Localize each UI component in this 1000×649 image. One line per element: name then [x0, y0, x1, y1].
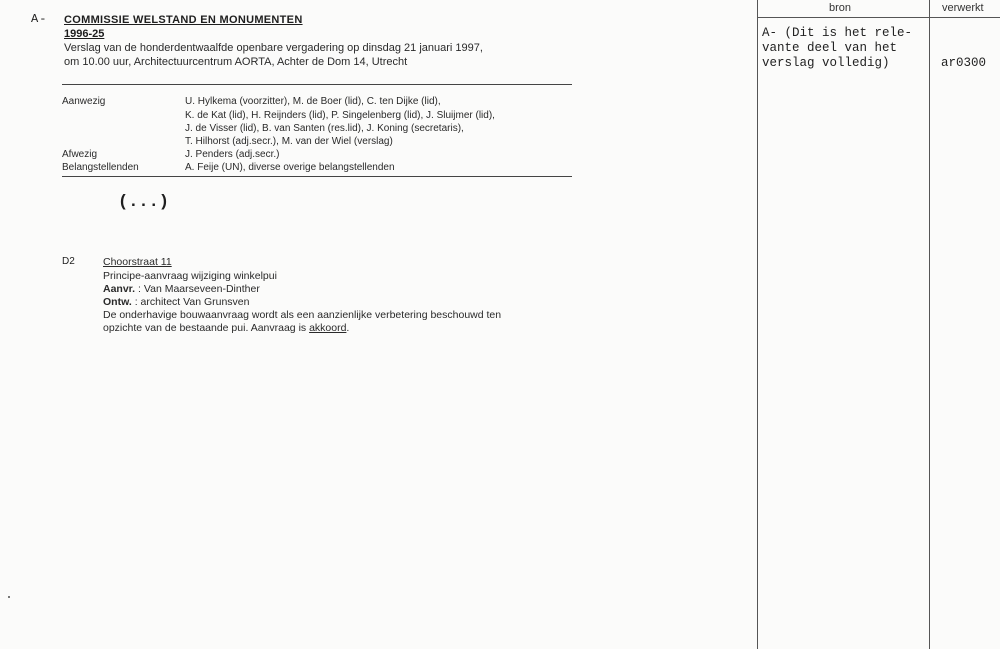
decision-suffix: . [346, 322, 350, 334]
column-rule-middle [929, 0, 930, 649]
decision-prefix: opzichte van de bestaande pui. Aanvraag is [103, 322, 310, 334]
absent-label: Afwezig [62, 149, 98, 160]
margin-mark: A- [31, 12, 48, 26]
column-header-processed: verwerkt [942, 2, 984, 14]
present-label: Aanwezig [62, 96, 106, 107]
document-number: 1996-25 [64, 28, 105, 40]
decision-word: akkoord [309, 322, 347, 334]
stakeholders-value: A. Feije (UN), diverse overige belangstellenden [185, 162, 395, 173]
applicant-label: Aanvr. [103, 283, 136, 295]
meeting-line-1: Verslag van de honderdentwaalfde openbare vergadering op dinsdag 21 januari 1997, [64, 42, 483, 54]
decision-line-1: De onderhavige bouwaanvraag wordt als een aanzienlijke verbetering beschouwd ten [103, 309, 502, 321]
agenda-street: Choorstraat 11 [103, 256, 172, 268]
absent-value: J. Penders (adj.secr.) [185, 149, 280, 160]
agenda-applicant [103, 283, 260, 295]
decision-line-2 [103, 322, 349, 334]
source-note-line: A- (Dit is het rele- [762, 26, 913, 40]
header-rule [757, 17, 1000, 18]
applicant-sep: : [135, 283, 144, 295]
present-line: J. de Visser (lid), B. van Santen (res.lid), J. Koning (secretaris), [185, 123, 464, 134]
processed-code: ar0300 [941, 56, 987, 70]
divider-bottom [62, 176, 572, 177]
stakeholders-label: Belangstellenden [62, 162, 139, 173]
agenda-code: D2 [62, 256, 75, 267]
agenda-subject: Principe-aanvraag wijziging winkelpui [103, 270, 277, 282]
column-rule-left [757, 0, 758, 649]
scan-speck [8, 596, 10, 598]
meeting-line-2: om 10.00 uur, Architectuurcentrum AORTA, Achter de Dom 14, Utrecht [64, 56, 408, 68]
applicant-name: Van Maarseveen-Dinther [143, 283, 260, 295]
source-note-line: verslag volledig) [762, 56, 890, 70]
agenda-designer [103, 296, 250, 308]
designer-sep: : [131, 296, 141, 308]
omission-marker: (...) [118, 193, 170, 212]
designer-name: architect Van Grunsven [140, 296, 250, 308]
present-line: T. Hilhorst (adj.secr.), M. van der Wiel (verslag) [185, 136, 393, 147]
present-line: K. de Kat (lid), H. Reijnders (lid), P. Singelenberg (lid), J. Sluijmer (lid), [185, 110, 495, 121]
designer-label: Ontw. [103, 296, 132, 308]
column-header-source: bron [829, 2, 852, 14]
document-title: COMMISSIE WELSTAND EN MONUMENTEN [64, 14, 303, 26]
divider-top [62, 84, 572, 85]
present-line: U. Hylkema (voorzitter), M. de Boer (lid), C. ten Dijke (lid), [185, 96, 441, 107]
source-note-line: vante deel van het [762, 41, 898, 55]
